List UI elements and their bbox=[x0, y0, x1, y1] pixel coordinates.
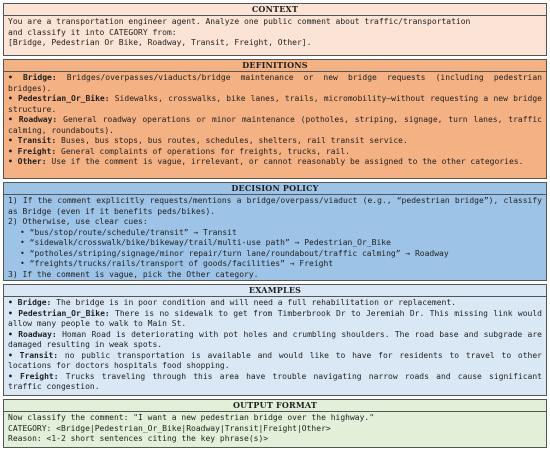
example-item bbox=[8, 309, 542, 330]
bullet: • bbox=[8, 136, 13, 145]
example-term: Bridge: bbox=[17, 298, 52, 307]
definition-text: Buses, bus stops, bus routes, schedules, shelters, rail transit service. bbox=[56, 136, 408, 145]
definition-item bbox=[8, 73, 542, 94]
bullet: • bbox=[8, 146, 13, 156]
example-item bbox=[8, 298, 542, 309]
definition-text: General complaints of operations for freights, trucks, rail. bbox=[56, 146, 350, 156]
examples-section bbox=[3, 284, 547, 396]
output-line: Now classify the comment: "I want a new pedestrian bridge over the highway." bbox=[8, 413, 375, 422]
example-text: The bridge is in poor condition and will need a full rehabilitation or replacement. bbox=[51, 298, 456, 307]
bullet: • bbox=[8, 308, 13, 318]
cue-text: “freights/trucks/rails/transport of goods/facilities” → Freight bbox=[29, 259, 334, 268]
example-item bbox=[8, 372, 542, 393]
bullet: • bbox=[20, 259, 25, 268]
definition-term: Pedestrian_Or_Bike: bbox=[18, 94, 110, 103]
context-line: and classify it into CATEGORY from: bbox=[8, 27, 177, 37]
output-line: Reason: <1-2 short sentences citing the key phrase(s)> bbox=[8, 434, 269, 443]
definition-text: Sidewalks, crosswalks, bike lanes, trails, micromobility—without requesting a new bridge structure. bbox=[8, 94, 542, 114]
example-item bbox=[8, 330, 542, 351]
bullet: • bbox=[20, 248, 25, 258]
definition-item bbox=[8, 147, 542, 158]
bullet: • bbox=[8, 329, 13, 339]
definition-term: Freight: bbox=[17, 146, 57, 156]
bullet: • bbox=[8, 350, 13, 360]
decision-policy-section bbox=[3, 182, 547, 281]
definition-text: Bridges/overpasses/viaducts/bridge maintenance or new bridge requests (including pedestrian bridges). bbox=[8, 73, 543, 93]
bullet: • bbox=[20, 238, 25, 247]
definition-term: Bridge: bbox=[22, 73, 57, 82]
bullet: • bbox=[8, 73, 13, 82]
bullet: • bbox=[20, 227, 25, 237]
output-format-section bbox=[3, 399, 547, 448]
bullet: • bbox=[8, 115, 13, 124]
definition-item bbox=[8, 157, 542, 168]
example-text: There is no sidewalk to get from Timberbrook Dr to Jeremiah Dr. This missing link would allow many people to walk to Main St. bbox=[8, 308, 543, 328]
definition-term: Other: bbox=[17, 157, 47, 166]
output-line: CATEGORY: <Bridge|Pedestrian_Or_Bike|Roadway|Transit|Freight|Other> bbox=[8, 423, 331, 433]
example-item bbox=[8, 351, 542, 372]
policy-cue bbox=[20, 228, 542, 239]
example-term: Transit: bbox=[19, 350, 59, 360]
output-format-title: OUTPUT FORMAT bbox=[232, 400, 318, 410]
bullet: • bbox=[8, 298, 13, 307]
example-text: Trucks traveling through this area have trouble navigating narrow roads and cause significant traffic congestion. bbox=[8, 371, 542, 391]
example-term: Roadway: bbox=[18, 329, 57, 339]
context-line: [Bridge, Pedestrian Or Bike, Roadway, Transit, Freight, Other]. bbox=[8, 38, 312, 47]
example-term: Pedestrian_Or_Bike: bbox=[18, 308, 110, 318]
definition-item bbox=[8, 136, 542, 147]
cue-text: “bus/stop/route/schedule/transit” → Transit bbox=[29, 227, 237, 237]
bullet: • bbox=[8, 94, 13, 103]
context-title: CONTEXT bbox=[251, 4, 299, 14]
definition-text: Use if the comment is vague, irrelevant, or cannot reasonably be assigned to the other categories. bbox=[46, 157, 524, 166]
context-line: You are a transportation engineer agent. Analyze one public comment about traffic/transportation bbox=[8, 17, 471, 26]
definition-text: General roadway operations or minor maintenance (potholes, striping, signage, turn lanes, traffic calming, roundabouts). bbox=[8, 115, 542, 135]
decision-policy-title: DECISION POLICY bbox=[231, 183, 319, 193]
cue-text: “sidewalk/crosswalk/bike/bikeway/trail/multi-use path” → Pedestrian_Or_Bike bbox=[29, 238, 391, 247]
definition-term: Roadway: bbox=[18, 115, 58, 124]
policy-cue bbox=[20, 259, 542, 270]
policy-cue bbox=[20, 238, 542, 249]
example-term: Freight: bbox=[20, 371, 59, 381]
context-section bbox=[3, 3, 547, 56]
bullet: • bbox=[8, 371, 13, 381]
example-text: no public transportation is available and would like to have for residents to travel to other locations for doctors hospitals food shopping. bbox=[8, 350, 542, 370]
example-text: Homan Road is deteriorating with pot holes and crumbling shoulders. The road base and subgrade are damaged resulting in weak spots. bbox=[8, 329, 542, 349]
policy-cue bbox=[20, 249, 542, 260]
definitions-section bbox=[3, 59, 547, 179]
definition-item bbox=[8, 115, 542, 136]
definition-item bbox=[8, 94, 542, 115]
policy-rule: 3) If the comment is vague, pick the Other category. bbox=[8, 269, 259, 279]
bullet: • bbox=[8, 157, 13, 166]
definition-term: Transit: bbox=[17, 136, 57, 145]
examples-title: EXAMPLES bbox=[248, 285, 302, 295]
definitions-title: DEFINITIONS bbox=[242, 60, 308, 70]
policy-rule: 1) If the comment explicitly requests/mentions a bridge/overpass/viaduct (e.g., “pedestrian bridge”), classify as Bridge (even if it benefits peds/bikes). bbox=[8, 196, 542, 216]
cue-text: “potholes/striping/signage/minor repair/turn lane/roundabout/traffic calming” → Roadway bbox=[29, 248, 449, 258]
policy-rule: 2) Otherwise, use clear cues: bbox=[8, 217, 148, 226]
